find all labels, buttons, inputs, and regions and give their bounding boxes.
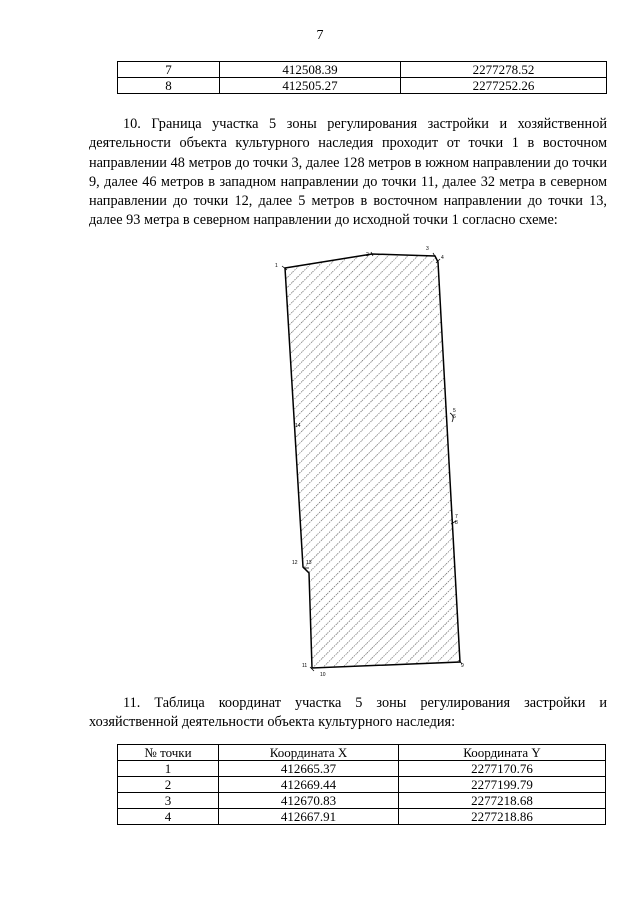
coord-y-cell: 2277170.76 — [399, 761, 606, 777]
paragraph-10-text: 10. Граница участка 5 зоны регулирования застройки и хозяйственной деятельности объекта культурного наследия проходит от точки 1 в восточном направлении 48 метров до точки 3, далее 128 метров в южном направлении до точки 9, далее 46 метров в западном направлении до точки 11, далее 32 метра в северном направлении до точки 12, далее 5 метров в восточном направлении до точки 13, далее 93 метра в северном направлении до исходной точки 1 согласно схеме: — [89, 116, 607, 229]
point-label: 6 — [453, 414, 456, 420]
coord-y-cell: 2277218.86 — [399, 809, 606, 825]
point-label: 12 — [292, 560, 298, 566]
point-number-cell: 7 — [118, 62, 220, 78]
coord-y-cell: 2277218.68 — [399, 793, 606, 809]
point-label: 4 — [441, 255, 444, 261]
point-label: 11 — [302, 663, 308, 669]
point-label: 8 — [455, 520, 458, 526]
page-number: 7 — [316, 28, 324, 43]
coord-x-cell: 412669.44 — [219, 777, 399, 793]
point-label: 5 — [453, 408, 456, 414]
point-number-cell: 2 — [118, 777, 219, 793]
point-number-cell: 1 — [118, 761, 219, 777]
point-number-cell: 3 — [118, 793, 219, 809]
table-row — [118, 809, 606, 825]
coord-y-cell: 2277278.52 — [401, 62, 607, 78]
header-point-number: № точки — [118, 745, 219, 761]
table-header-row — [118, 745, 606, 761]
table-row — [118, 761, 606, 777]
point-label: 3 — [426, 246, 429, 252]
point-label: 9 — [461, 663, 464, 669]
coordinates-table-continued — [117, 61, 607, 94]
coord-x-cell: 412505.27 — [220, 78, 401, 94]
point-label: 1 — [275, 263, 278, 269]
hatched-site-area — [285, 254, 460, 668]
coord-x-cell: 412508.39 — [220, 62, 401, 78]
header-coord-x: Координата X — [219, 745, 399, 761]
paragraph-11-text: 11. Таблица координат участка 5 зоны регулирования застройки и хозяйственной деятельности объекта культурного наследия: — [89, 695, 607, 731]
coord-y-cell: 2277252.26 — [401, 78, 607, 94]
table-row — [118, 62, 607, 78]
header-coord-y: Координата Y — [399, 745, 606, 761]
point-number-cell: 8 — [118, 78, 220, 94]
coord-x-cell: 412670.83 — [219, 793, 399, 809]
point-label: 10 — [320, 672, 326, 678]
coordinates-table — [117, 744, 606, 825]
table-row — [118, 78, 607, 94]
point-number-cell: 4 — [118, 809, 219, 825]
table-row — [118, 793, 606, 809]
paragraph-11 — [89, 694, 607, 733]
point-label: 7 — [455, 514, 458, 520]
coord-x-cell: 412667.91 — [219, 809, 399, 825]
coord-y-cell: 2277199.79 — [399, 777, 606, 793]
coord-x-cell: 412665.37 — [219, 761, 399, 777]
point-label: 13 — [306, 560, 312, 566]
table-row — [118, 777, 606, 793]
paragraph-10 — [89, 115, 607, 231]
point-label: 14 — [295, 423, 301, 429]
point-label: 2 — [366, 252, 369, 258]
site-boundary-scheme — [270, 242, 475, 682]
